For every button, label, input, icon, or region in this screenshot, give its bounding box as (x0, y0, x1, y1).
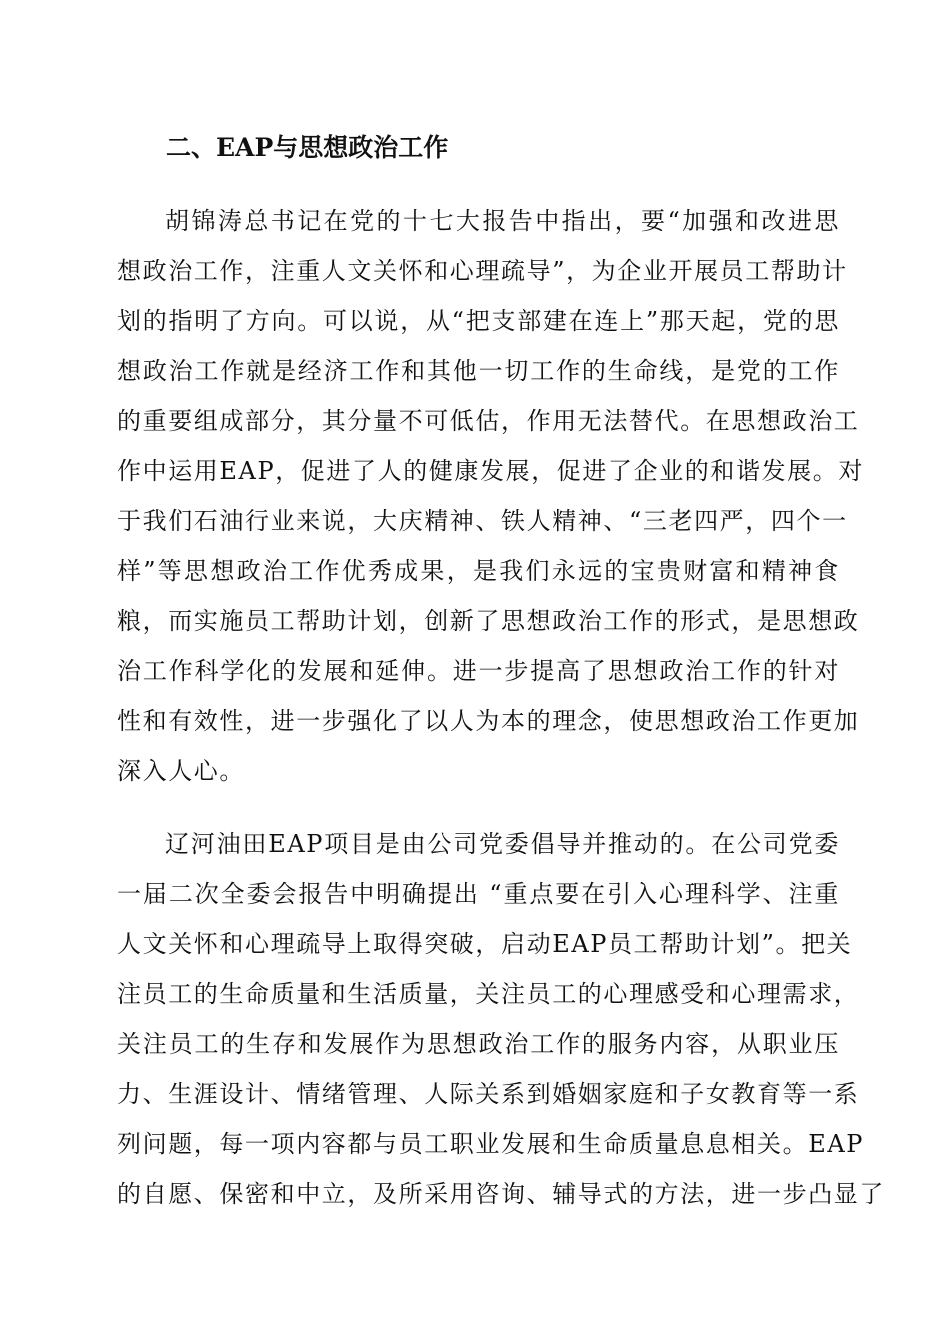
paragraph-line: 关注员工的生存和发展作为思想政治工作的服务内容，从职业压 (117, 1030, 840, 1058)
paragraph-2 (117, 819, 885, 1219)
paragraph-line: 人文关怀和心理疏导上取得突破，启动EAP员工帮助计划”。把关 (117, 930, 853, 958)
paragraph-line: 列问题，每一项内容都与员工职业发展和生命质量息息相关。EAP (117, 1130, 864, 1158)
paragraph-line: 力、生涯设计、情绪管理、人际关系到婚姻家庭和子女教育等一系 (117, 1080, 860, 1108)
paragraph-line: 想政治工作，注重人文关怀和心理疏导”，为企业开展员工帮助计 (117, 257, 848, 285)
paragraph-line: 治工作科学化的发展和延伸。进一步提高了思想政治工作的针对 (117, 657, 840, 685)
paragraph-line: 胡锦涛总书记在党的十七大报告中指出，要“加强和改进思 (165, 207, 840, 235)
paragraph-line: 于我们石油行业来说，大庆精神、铁人精神、“三老四严，四个一 (117, 507, 848, 535)
paragraph-line: 注员工的生命质量和生活质量，关注员工的心理感受和心理需求， (117, 980, 860, 1008)
paragraph-line: 深入人心。 (117, 757, 245, 785)
paragraph-line: 的自愿、保密和中立，及所采用咨询、辅导式的方法，进一步凸显了 (117, 1180, 885, 1208)
section-heading: 二、EAP与思想政治工作 (166, 133, 449, 162)
paragraph-line: 划的指明了方向。可以说，从“把支部建在连上”那天起，党的思 (117, 307, 840, 335)
paragraph-line: 辽河油田EAP项目是由公司党委倡导并推动的。在公司党委 (165, 830, 840, 858)
paragraph-line: 样”等思想政治工作优秀成果，是我们永远的宝贵财富和精神食 (117, 557, 840, 585)
paragraph-line: 的重要组成部分，其分量不可低估，作用无法替代。在思想政治工 (117, 407, 860, 435)
paragraph-line: 想政治工作就是经济工作和其他一切工作的生命线，是党的工作 (117, 357, 840, 385)
paragraph-line: 一届二次全委会报告中明确提出 “重点要在引入心理科学、注重 (117, 880, 840, 908)
paragraph-line: 作中运用EAP，促进了人的健康发展，促进了企业的和谐发展。对 (117, 457, 864, 485)
paragraph-line: 粮，而实施员工帮助计划，创新了思想政治工作的形式，是思想政 (117, 607, 860, 635)
paragraph-1 (117, 196, 864, 796)
paragraph-line: 性和有效性，进一步强化了以人为本的理念，使思想政治工作更加 (117, 707, 860, 735)
